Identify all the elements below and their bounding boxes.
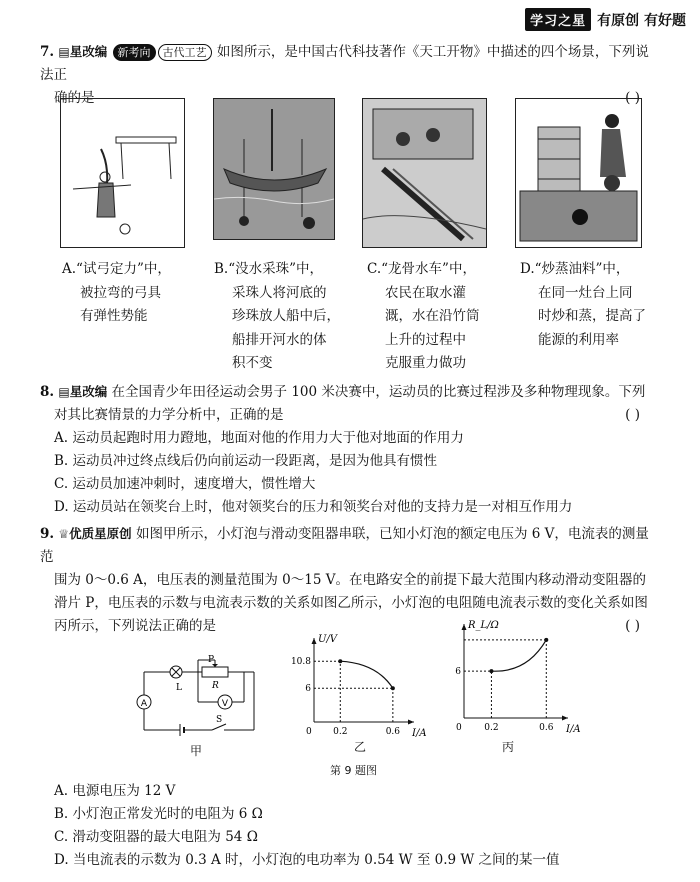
x-tick-label: 0.2 [484, 723, 499, 733]
option-line: B.“没水采珠”中， [214, 261, 324, 277]
y-axis-arrow [462, 624, 467, 630]
option-9c: C. 滑动变阻器的最大电阻为 54 Ω [54, 829, 258, 845]
option-line: 积不变 [232, 355, 273, 371]
origin-label: 0 [306, 727, 312, 737]
option-8d: D. 运动员站在领奖台上时，他对领奖台的压力和领奖台对他的支持力是一对相互作用力 [54, 499, 573, 515]
data-point [544, 638, 548, 642]
option-line: 上升的过程中 [385, 331, 466, 348]
y-axis-label: U/V [318, 634, 338, 645]
option-line: 溉，水在沿竹筒 [385, 308, 480, 324]
option-line: 能源的利用率 [538, 331, 619, 348]
star-icon: ♕ [58, 527, 70, 541]
option-7b [214, 258, 354, 376]
option-line: 被拉弯的弓具 [80, 284, 161, 301]
topic-badge: 古代工艺 [158, 44, 212, 61]
question-stem: 如图甲所示，小灯泡与滑动变阻器串联，已知小灯泡的额定电压为 6 V，电流表的测量范 [40, 526, 649, 565]
circuit-svg [128, 650, 268, 750]
option-line: 船排开河水的体 [232, 331, 327, 348]
question-stem-cont: 确的是 [54, 90, 95, 106]
new-direction-badge: 新考向 [113, 44, 156, 61]
question-stem: 在全国青少年田径运动会男子 100 米决赛中，运动员的比赛过程涉及多种物理现象。下列 [111, 384, 646, 400]
option-8a: A. 运动员起跑时用力蹬地，地面对他的作用力大于他对地面的作用力 [54, 430, 464, 446]
answer-bracket: ( ) [625, 407, 640, 423]
data-point [489, 669, 493, 673]
bow-test-drawing [61, 99, 184, 247]
chart-bing [442, 616, 582, 738]
y-tick-label: 6 [305, 684, 311, 695]
question-number: 7. [40, 44, 55, 60]
brand-header [525, 8, 686, 31]
picture-oil-steaming [515, 98, 642, 248]
option-line: 采珠人将河底的 [232, 284, 327, 301]
x-tick-label: 0.2 [333, 727, 348, 737]
brand-logo: 学习之星 [525, 8, 591, 31]
oil-steaming-drawing [516, 99, 641, 247]
x-tick-label: 0.6 [385, 727, 401, 737]
resistor-label: R [212, 681, 219, 691]
x-axis-label: I/A [412, 728, 427, 739]
option-line: 时炒和蒸，提高了 [538, 308, 646, 324]
y-tick-label: 10.8 [290, 657, 311, 668]
option-line: D.“炒蒸油料”中， [520, 261, 630, 277]
question-stem-cont: 对其比赛情景的力学分析中，正确的是 [54, 407, 284, 423]
data-point [338, 659, 342, 663]
source-tag: 星改编 [69, 44, 108, 59]
figure-label-yi: 乙 [354, 740, 367, 754]
chart-yi-svg [290, 630, 427, 742]
option-8c: C. 运动员加速冲刺时，速度增大，惯性增大 [54, 476, 316, 492]
option-7a [62, 258, 202, 329]
source-tag: 星改编 [69, 384, 108, 399]
chart-bing-svg [442, 616, 582, 738]
option-line: 珍珠放人船中后， [232, 308, 340, 324]
option-line: A.“试弓定力”中， [62, 261, 171, 277]
question-stem-cont: 围为 0～0.6 A，电压表的测量范围为 0～15 V。在电路安全的前提下最大范围内移动滑动变阻器的 [54, 572, 646, 588]
pearl-diving-drawing [214, 99, 334, 239]
figure-label-jia: 甲 [190, 744, 203, 758]
option-line: 有弹性势能 [80, 308, 148, 324]
answer-bracket: ( ) [625, 90, 640, 106]
circuit-diagram [128, 650, 268, 750]
picture-water-wheel [362, 98, 487, 248]
option-9d: D. 当电流表的示数为 0.3 A 时，小灯泡的电功率为 0.54 W 至 0.9 W 之间的某一值 [54, 852, 560, 868]
x-axis-arrow [562, 716, 568, 721]
question-8 [40, 380, 660, 519]
option-line: C.“龙骨水车”中， [367, 261, 476, 277]
question-9-options [54, 780, 674, 872]
y-axis-arrow [312, 638, 317, 644]
slider-label: P [208, 655, 215, 665]
series-curve [340, 661, 393, 688]
option-7c [367, 258, 507, 376]
question-stem-cont: 滑片 P，电压表的示数与电流表示数的关系如图乙所示，小灯泡的电阻随电流表示数的变化关系如图 [54, 595, 648, 611]
option-line: 在同一灶台上同 [538, 284, 633, 301]
option-line: 农民在取水灌 [385, 284, 466, 301]
y-axis-label: R_L/Ω [468, 620, 499, 631]
question-stem-cont: 丙所示，下列说法正确的是 [54, 618, 216, 634]
option-line: 克服重力做功 [385, 355, 466, 371]
figure-caption: 第 9 题图 [330, 764, 377, 777]
ammeter-label: A [140, 699, 148, 709]
edit-icon: ▤ [58, 385, 70, 399]
x-tick-label: 0.6 [539, 723, 554, 733]
origin-label: 0 [456, 723, 462, 733]
brand-slogan: 有原创 有好题 [597, 12, 686, 29]
series-curve [491, 640, 546, 671]
answer-bracket: ( ) [625, 618, 640, 634]
question-stem: 如图所示，是中国古代科技著作《天工开物》中描述的四个场景，下列说法正 [40, 44, 649, 83]
switch-label: S [216, 715, 223, 725]
voltmeter-label: V [221, 699, 229, 709]
question-number: 9. [40, 526, 55, 542]
y-tick-label: 6 [455, 667, 461, 678]
option-8b: B. 运动员冲过终点线后仍向前运动一段距离，是因为他具有惯性 [54, 453, 438, 469]
picture-pearl-diving [213, 98, 335, 240]
option-7d [520, 258, 660, 352]
option-9a: A. 电源电压为 12 V [54, 783, 176, 799]
source-tag: 优质星原创 [69, 526, 132, 541]
question-number: 8. [40, 384, 55, 400]
x-axis-arrow [408, 720, 414, 725]
picture-bow-test [60, 98, 185, 248]
chart-yi [290, 630, 427, 742]
figure-label-bing: 丙 [502, 740, 515, 754]
option-9b: B. 小灯泡正常发光时的电阻为 6 Ω [54, 806, 263, 822]
data-point [391, 686, 395, 690]
x-axis-label: I/A [566, 724, 581, 735]
water-wheel-drawing [363, 99, 486, 247]
lamp-label: L [176, 683, 182, 693]
edit-icon: ▤ [58, 45, 70, 59]
